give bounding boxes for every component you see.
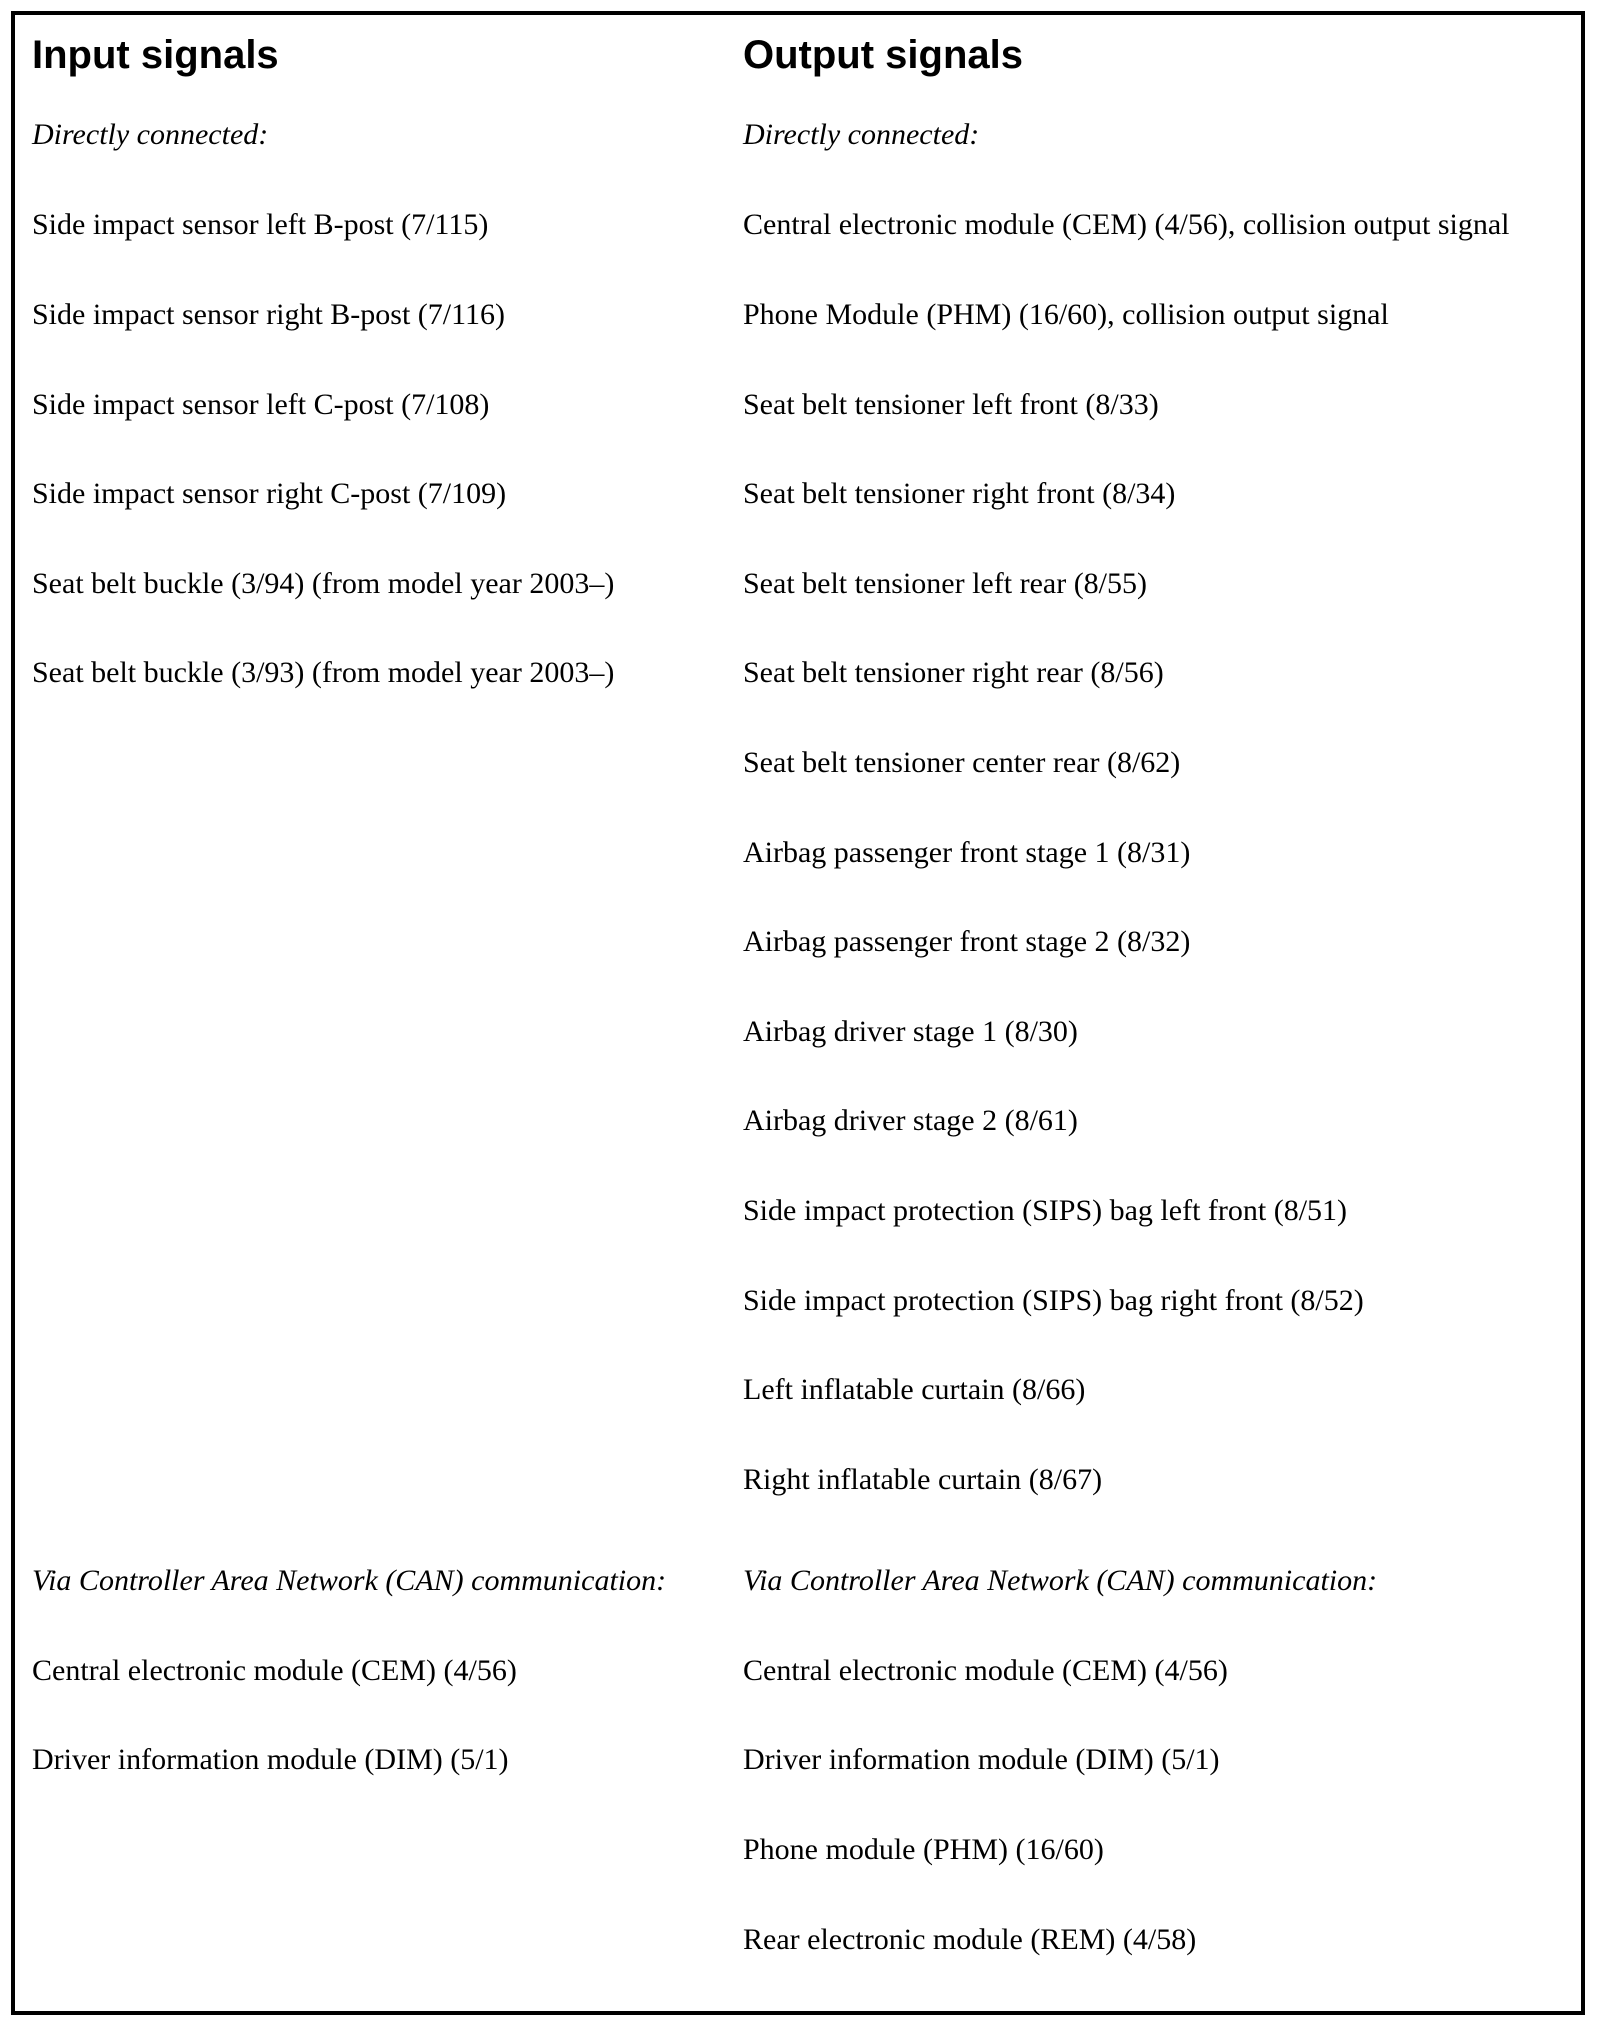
input-direct-item: Seat belt buckle (3/93) (from model year 2003–)	[32, 656, 615, 689]
input-direct-item: Side impact sensor left C-post (7/108)	[32, 388, 490, 421]
output-direct-item: Side impact protection (SIPS) bag right front (8/52)	[743, 1284, 1364, 1317]
output-direct-item: Seat belt tensioner right front (8/34)	[743, 477, 1176, 510]
output-direct-item: Airbag driver stage 1 (8/30)	[743, 1015, 1078, 1048]
output-direct-item: Airbag driver stage 2 (8/61)	[743, 1104, 1078, 1137]
output-signals-heading: Output signals	[743, 33, 1023, 77]
input-direct-item: Side impact sensor right C-post (7/109)	[32, 477, 507, 510]
output-can-item: Central electronic module (CEM) (4/56)	[743, 1654, 1228, 1687]
input-can-label: Via Controller Area Network (CAN) communication:	[32, 1564, 667, 1597]
signals-table	[11, 11, 1585, 2015]
output-direct-item: Phone Module (PHM) (16/60), collision output signal	[743, 298, 1389, 331]
output-direct-item: Seat belt tensioner right rear (8/56)	[743, 656, 1164, 689]
output-can-label: Via Controller Area Network (CAN) communication:	[743, 1564, 1378, 1597]
input-direct-item: Seat belt buckle (3/94) (from model year 2003–)	[32, 567, 615, 600]
input-signals-heading: Input signals	[32, 33, 279, 77]
output-direct-item: Airbag passenger front stage 1 (8/31)	[743, 836, 1191, 869]
input-can-item: Driver information module (DIM) (5/1)	[32, 1743, 509, 1776]
output-can-item: Phone module (PHM) (16/60)	[743, 1833, 1104, 1866]
output-direct-label: Directly connected:	[743, 118, 980, 151]
output-direct-item: Side impact protection (SIPS) bag left front (8/51)	[743, 1194, 1348, 1227]
output-can-item: Rear electronic module (REM) (4/58)	[743, 1923, 1197, 1956]
output-direct-item: Left inflatable curtain (8/66)	[743, 1373, 1086, 1406]
input-can-item: Central electronic module (CEM) (4/56)	[32, 1654, 517, 1687]
input-direct-label: Directly connected:	[32, 118, 269, 151]
output-direct-item: Seat belt tensioner center rear (8/62)	[743, 746, 1181, 779]
input-direct-item: Side impact sensor right B-post (7/116)	[32, 298, 505, 331]
output-can-item: Driver information module (DIM) (5/1)	[743, 1743, 1220, 1776]
output-direct-item: Central electronic module (CEM) (4/56), collision output signal	[743, 208, 1510, 241]
output-direct-item: Seat belt tensioner left front (8/33)	[743, 388, 1159, 421]
output-direct-item: Right inflatable curtain (8/67)	[743, 1463, 1103, 1496]
output-direct-item: Airbag passenger front stage 2 (8/32)	[743, 925, 1191, 958]
input-direct-item: Side impact sensor left B-post (7/115)	[32, 208, 489, 241]
output-direct-item: Seat belt tensioner left rear (8/55)	[743, 567, 1148, 600]
